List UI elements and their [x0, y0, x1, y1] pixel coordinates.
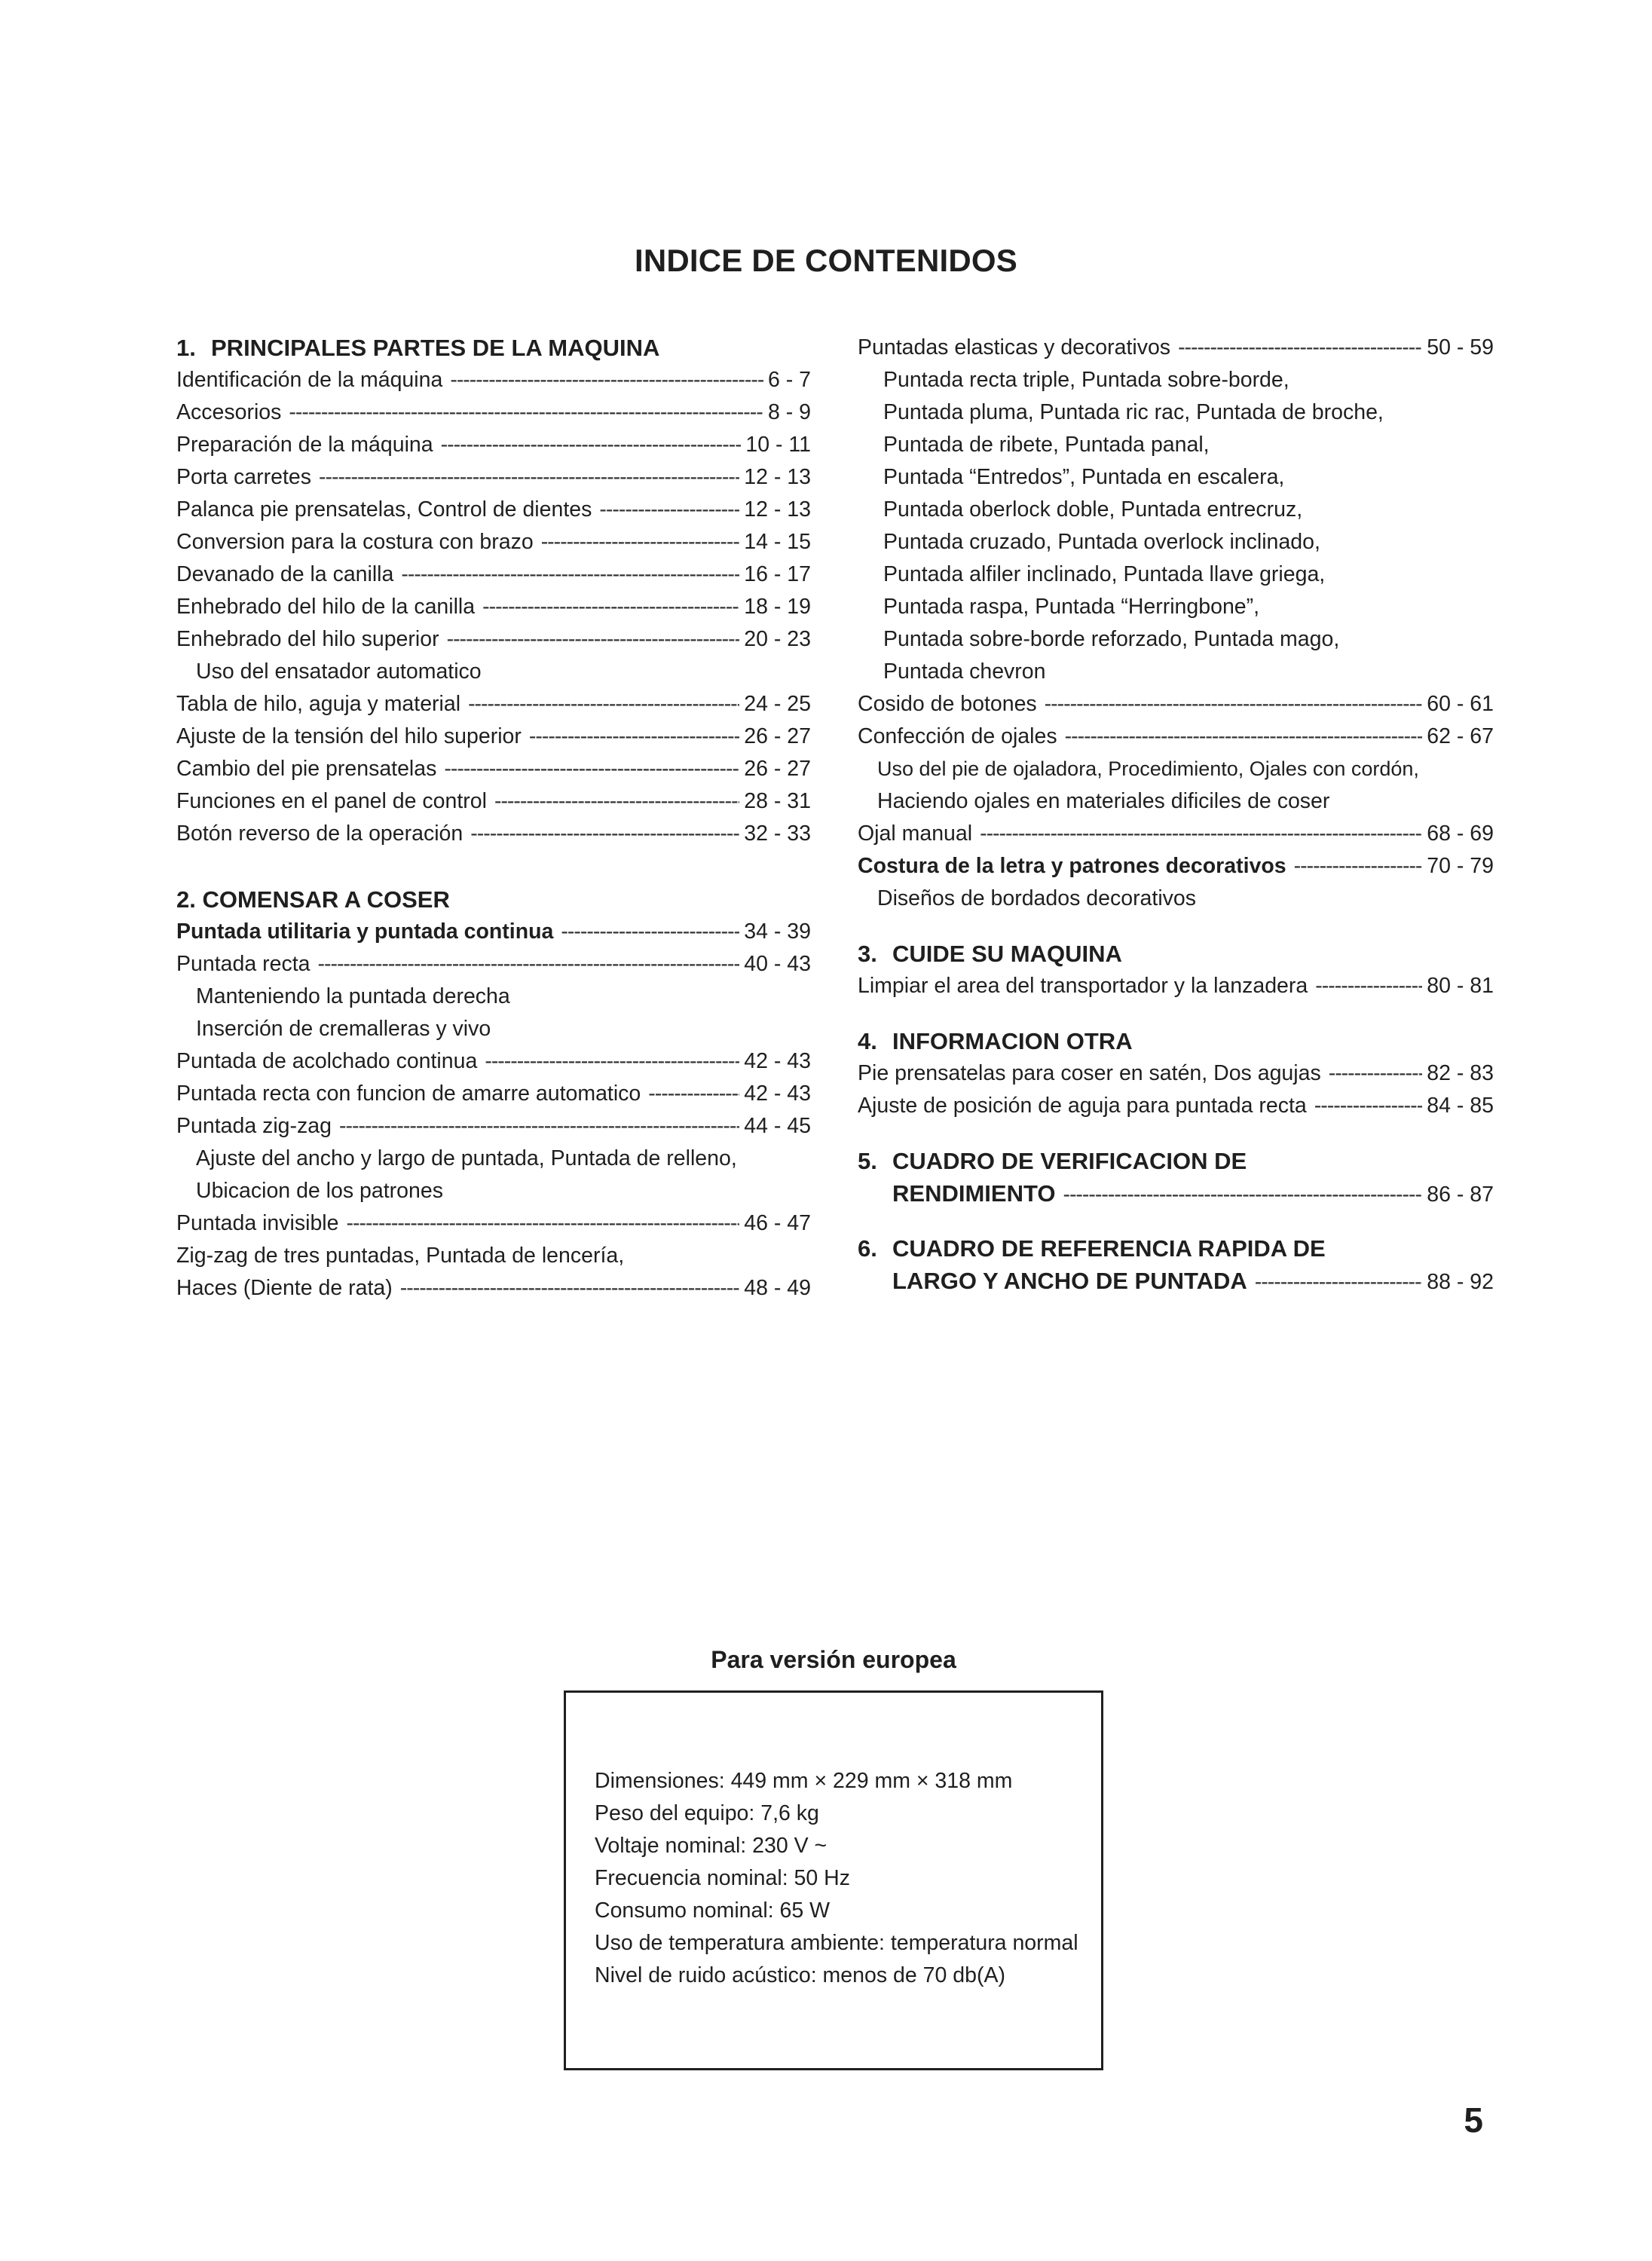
toc-subentry: Manteniendo la puntada derecha — [196, 984, 510, 1008]
toc-right-column — [858, 332, 1494, 1297]
toc-entry: Funciones en el panel de control ----- 28 - 31 — [176, 785, 811, 818]
toc-entry: Cosido de botones ----- 60 - 61 — [858, 688, 1494, 721]
toc-entry: Devanado de la canilla ----- 16 - 17 — [176, 558, 811, 591]
toc-subentry: Haciendo ojales en materiales dificiles de coser — [877, 789, 1330, 813]
spec-line: Frecuencia nominal: 50 Hz — [595, 1866, 850, 1890]
section-heading-2: 2. COMENSAR A COSER — [176, 886, 450, 913]
toc-subentry: Puntada chevron — [883, 659, 1046, 684]
toc-entry: Costura de la letra y patrones decorativos ----- 70 - 79 — [858, 850, 1494, 883]
section-heading-3: 3. CUIDE SU MAQUINA — [858, 941, 1122, 967]
toc-subentry: Ajuste del ancho y largo de puntada, Puntada de relleno, — [196, 1146, 737, 1170]
toc-subentry: Ubicacion de los patrones — [196, 1179, 443, 1203]
toc-entry: Puntada recta con funcion de amarre automatico ----- 42 - 43 — [176, 1078, 811, 1110]
toc-entry: Tabla de hilo, aguja y material ----- 24 - 25 — [176, 688, 811, 721]
toc-entry: Puntada de acolchado continua ----- 42 - 43 — [176, 1045, 811, 1078]
toc-subentry: Puntada de ribete, Puntada panal, — [883, 433, 1210, 457]
page-title: INDICE DE CONTENIDOS — [634, 243, 1018, 278]
page-number: 5 — [1464, 2100, 1483, 2140]
toc-subentry: Puntada pluma, Puntada ric rac, Puntada de broche, — [883, 400, 1384, 424]
toc-entry: Puntadas elasticas y decorativos ----- 50 - 59 — [858, 332, 1494, 364]
toc-entry: Identificación de la máquina ----- 6 - 7 — [176, 364, 811, 396]
toc-subentry: Puntada raspa, Puntada “Herringbone”, — [883, 595, 1260, 619]
toc-entry: LARGO Y ANCHO DE PUNTADA ----- 88 - 92 — [858, 1265, 1494, 1297]
toc-subentry: Puntada recta triple, Puntada sobre-borde, — [883, 368, 1289, 392]
spec-box — [564, 1690, 1103, 2070]
toc-entry: Ajuste de posición de aguja para puntada recta ----- 84 - 85 — [858, 1090, 1494, 1122]
toc-entry: Puntada zig-zag ----- 44 - 45 — [176, 1110, 811, 1143]
toc-entry: Enhebrado del hilo de la canilla ----- 18 - 19 — [176, 591, 811, 623]
toc-subentry: Puntada cruzado, Puntada overlock inclinado, — [883, 530, 1320, 554]
toc-entry: Limpiar el area del transportador y la lanzadera ----- 80 - 81 — [858, 970, 1494, 1002]
toc-subentry: Inserción de cremalleras y vivo — [196, 1017, 491, 1041]
section-heading-1: 1. PRINCIPALES PARTES DE LA MAQUINA — [176, 335, 660, 361]
toc-subentry: Uso del pie de ojaladora, Procedimiento, Ojales con cordón, — [877, 757, 1419, 780]
toc-entry: Botón reverso de la operación ----- 32 - 33 — [176, 818, 811, 850]
section-heading-5: 5. CUADRO DE VERIFICACION DE — [858, 1148, 1247, 1174]
toc-subentry: Puntada alfiler inclinado, Puntada llave griega, — [883, 562, 1326, 586]
toc-entry: Cambio del pie prensatelas ----- 26 - 27 — [176, 753, 811, 785]
toc-entry: RENDIMIENTO ----- 86 - 87 — [858, 1177, 1494, 1210]
spec-box-title: Para versión europea — [711, 1646, 956, 1673]
toc-entry: Puntada invisible ----- 46 - 47 — [176, 1207, 811, 1240]
toc-entry: Preparación de la máquina ----- 10 - 11 — [176, 429, 811, 461]
spec-line: Uso de temperatura ambiente: temperatura normal — [595, 1931, 1078, 1955]
section-heading-4: 4. INFORMACION OTRA — [858, 1028, 1133, 1054]
section-heading-6: 6. CUADRO DE REFERENCIA RAPIDA DE — [858, 1235, 1326, 1262]
spec-line: Consumo nominal: 65 W — [595, 1898, 831, 1923]
toc-entry-text: Zig-zag de tres puntadas, Puntada de lencería, — [176, 1244, 625, 1268]
toc-subentry: Uso del ensatador automatico — [196, 659, 482, 684]
toc-left-column — [176, 332, 811, 1305]
toc-entry: Puntada recta ----- 40 - 43 — [176, 948, 811, 981]
toc-subentry: Puntada sobre-borde reforzado, Puntada mago, — [883, 627, 1340, 651]
toc-entry: Enhebrado del hilo superior ----- 20 - 23 — [176, 623, 811, 656]
toc-entry: Porta carretes ----- 12 - 13 — [176, 461, 811, 494]
toc-entry: Palanca pie prensatelas, Control de dientes ----- 12 - 13 — [176, 494, 811, 526]
toc-entry: Ajuste de la tensión del hilo superior ----- 26 - 27 — [176, 721, 811, 753]
toc-entry: Ojal manual ----- 68 - 69 — [858, 818, 1494, 850]
toc-subentry: Puntada oberlock doble, Puntada entrecruz, — [883, 497, 1303, 522]
spec-line: Dimensiones: 449 mm × 229 mm × 318 mm — [595, 1769, 1013, 1793]
spec-line: Peso del equipo: 7,6 kg — [595, 1801, 819, 1825]
toc-entry: Puntada utilitaria y puntada continua ----- 34 - 39 — [176, 916, 811, 948]
toc-entry: Conversion para la costura con brazo ----- 14 - 15 — [176, 526, 811, 558]
toc-subentry: Puntada “Entredos”, Puntada en escalera, — [883, 465, 1285, 489]
spec-line: Voltaje nominal: 230 V ~ — [595, 1834, 828, 1858]
toc-entry: Haces (Diente de rata) ----- 48 - 49 — [176, 1272, 811, 1305]
toc-entry: Confección de ojales ----- 62 - 67 — [858, 721, 1494, 753]
toc-subentry: Diseños de bordados decorativos — [877, 886, 1197, 910]
toc-entry: Pie prensatelas para coser en satén, Dos agujas ----- 82 - 83 — [858, 1057, 1494, 1090]
toc-entry: Accesorios ----- 8 - 9 — [176, 396, 811, 429]
spec-line: Nivel de ruido acústico: menos de 70 db(A) — [595, 1963, 1005, 1987]
